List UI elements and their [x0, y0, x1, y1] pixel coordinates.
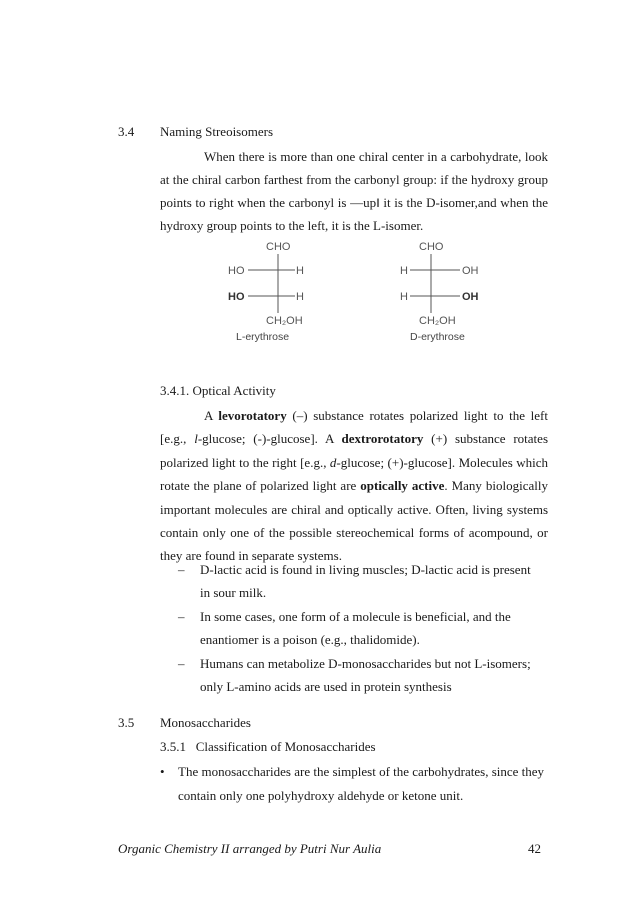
d-row1-right: OH: [462, 265, 479, 277]
term-l: l: [194, 431, 198, 447]
list-item-text: Humans can metabolize D-monosaccharides but not L-isomers; only L-amino acids are used in protein synthesis: [200, 656, 531, 694]
list-item-text: D-lactic acid is found in living muscles; D-lactic acid is present in sour milk.: [200, 562, 531, 600]
d-top-label: CHO: [419, 241, 444, 253]
term-levorotatory: levorotatory: [218, 408, 287, 423]
d-row2-left: H: [400, 291, 408, 303]
erythrose-fischer-projections: [220, 236, 520, 346]
d-row1-left: H: [400, 265, 408, 277]
d-erythrose-caption: D-erythrose: [410, 331, 465, 343]
paragraph-naming: [160, 145, 548, 237]
d-bottom-label: CH₂OH: [419, 315, 456, 327]
subsection-title: 3.4.1. Optical Activity: [160, 383, 276, 398]
paragraph-optical-activity: [160, 404, 548, 568]
text-run: (–) substance rotates polarized light to the left [e.g.,: [160, 408, 549, 447]
section-title: Monosaccharides: [160, 715, 251, 730]
dash-list: [160, 558, 532, 698]
subsection-title: 3.5.1 Classification of Monosaccharides: [160, 739, 376, 754]
d-erythrose-structure: [400, 241, 479, 343]
term-d: d: [329, 454, 337, 470]
l-bottom-label: CH₂OH: [266, 315, 303, 327]
text-run: (+) substance rotates polarized light to the right [e.g.,: [160, 431, 549, 470]
term-optically-active: optically active: [360, 478, 445, 494]
dash-marker: –: [178, 562, 185, 577]
page-number: 42: [528, 841, 541, 856]
term-dextrorotatory: dextrorotatory: [341, 431, 424, 447]
paragraph-text: When there is more than one chiral center in a carbohydrate, look at the chiral carbon farthest from the carbonyl group: if the hydroxy group points to right when the carbonyl is ―up‖ it is the D-isomer,and when the hydroxy group points to the left, it is the L-isomer.: [160, 149, 548, 233]
dash-marker: –: [178, 609, 185, 624]
footer-text: Organic Chemistry II arranged by Putri Nur Aulia: [118, 841, 382, 856]
list-item: [160, 558, 532, 604]
list-item: [160, 652, 532, 698]
l-erythrose-caption: L-erythrose: [236, 331, 290, 343]
l-row2-left: HO: [228, 291, 245, 303]
l-row1-left: HO: [228, 265, 245, 277]
l-top-label: CHO: [266, 241, 291, 253]
section-number: 3.5: [118, 715, 135, 730]
list-item: [160, 760, 552, 808]
section-title: Naming Streoisomers: [160, 124, 274, 139]
list-item-text: In some cases, one form of a molecule is beneficial, and the enantiomer is a poison (e.g., thalidomide).: [200, 609, 511, 647]
l-row1-right: H: [296, 265, 304, 277]
d-row2-right: OH: [462, 291, 479, 303]
text-run: -glucose; (+)-glucose]. Molecules which rotate the plane of polarized light are: [160, 454, 548, 494]
text-run: -glucose; (-)-glucose]. A: [197, 431, 342, 447]
l-row2-right: H: [296, 291, 304, 303]
text-run: . Many biologically important molecules are chiral and optically active. Often, living systems contain only one of the possible stereochemical forms of acompound, or they are found in separate systems.: [160, 478, 548, 564]
dash-marker: –: [178, 656, 185, 671]
bullet-list: [160, 760, 552, 808]
text-run: A: [204, 408, 219, 423]
list-item-text: The monosaccharides are the simplest of the carbohydrates, since they contain only one polyhydroxy aldehyde or ketone unit.: [178, 764, 545, 803]
l-erythrose-structure: [228, 241, 304, 343]
bullet-marker: •: [160, 764, 165, 779]
section-number: 3.4: [118, 124, 135, 139]
list-item: [160, 605, 532, 651]
